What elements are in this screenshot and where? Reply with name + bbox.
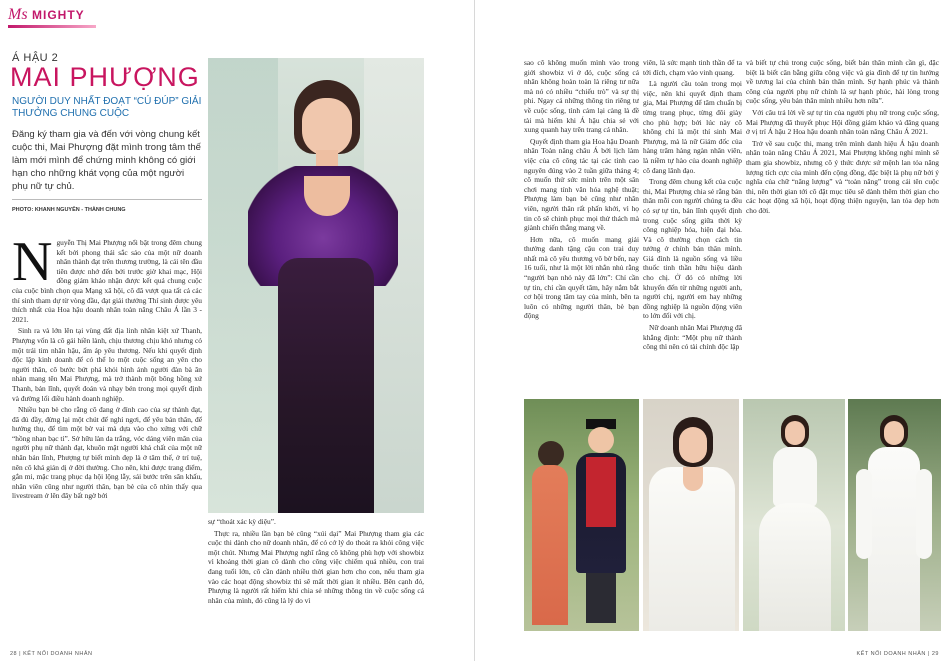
footer-right: KẾT NỐI DOANH NHÂN | 29 <box>856 651 939 657</box>
text-column-1 <box>12 238 202 646</box>
photo-credit: PHOTO: KHANH NGUYỄN - THÀNH CHUNG <box>12 207 126 213</box>
paragraph: Quyết định tham gia Hoa hậu Doanh nhân Toàn năng châu Á bởi lịch làm việc của cô công tác tại các tỉnh cao nguyên đúng vào 2 tuần giữa tháng 4; cô muốn thử sức mình trên một sân chơi mang tính văn hóa nghệ thuật; Phượng làm bạn bè cũng như nhân viên, người thân rất phấn khởi, vì họ tin cô sẽ chinh phục mọi thử thách mà giành chiến thắng mang về. <box>524 136 639 233</box>
text-column-4 <box>643 58 742 393</box>
paragraph: sự “thoát xác kỳ diệu”. <box>208 517 276 526</box>
paragraph: Nữ doanh nhân Mai Phượng đã khẳng định: “Một phụ nữ thành công thì nên có tài chính độc lập <box>643 323 742 352</box>
footer-left: 28 | KẾT NỐI DOANH NHÂN <box>10 651 93 657</box>
photo-traditional-dress <box>848 399 941 631</box>
text-column-2 <box>208 517 424 647</box>
magazine-logo <box>8 6 96 28</box>
article-title: MAI PHƯỢNG <box>10 62 200 92</box>
paragraph: Với câu trả lời về sự tự tin của người phụ nữ trong cuộc sống, Mai Phượng đã thuyết phục Hội đồng giám khảo và đăng quang ở vị trí Á hậu 2 Hoa hậu doanh nhân toàn năng Châu Á 2021. <box>746 107 939 137</box>
lede-divider <box>12 199 202 200</box>
paragraph: Thực ra, nhiều lần bạn bè cũng “xúi dại” Mai Phượng tham gia các cuộc thi dành cho nữ doanh nhân, để có cớ lý do thoát ra khỏi công việc một chút. Nhưng Mai Phượng nghĩ rằng cô không phù hợp với showbiz vì khoảng thời gian cô dành cho công việc chiếm quá nhiều, con trai đang tuổi lớn, cô cần dành nhiều thời gian hơn cho con, nếu tham gia vào các hoạt động showbiz thì sẽ mất thời gian ít nhiều. Bên cạnh đó, Phượng là người rất hiếm khi chia sẻ những thông tin về cuộc sống cá nhân của mình, đó cũng là lý do vì <box>208 528 424 605</box>
main-portrait-photo <box>208 58 424 513</box>
paragraph: Trong đêm chung kết của cuộc thi, Mai Phượng chia sẻ rằng bản thân mỗi con người chúng ta đều có sự tự tin, bản lĩnh quyết định trong cuộc sống giữa thời kỳ công nghiệp hóa, hiện đại hóa. Và cô thường chọn cách tin tưởng ở chính bản thân mình. Giá đình là nguồn sống và liều thuốc tinh thần hữu hiệu dành cho chị. Ở đó có những lời khuyến đến từ những người anh, người chị, người em hay những đồng nghiệp là nguồn động viên to lớn đối với chị. <box>643 177 742 321</box>
paragraph: Sinh ra và lớn lên tại vùng đất địa linh nhân kiệt xứ Thanh, Phượng vốn là cô gái hiền lành, chịu thương chịu khó nhưng có một trái tim nhân hậu, ấm áp yêu thương. Nếu khi quyết định độc lập kinh doanh để có thể lo một cuộc sống an yên cho người thân, cô bước bứt phá khỏi hình ảnh người đàn bà ăn nhàn mang tên Mai Phượng, mà trở thành một bông hồng xứ Thanh, bản lĩnh, quyết đoán và nhạy bén trong mọi quyết định và đường lối điều hành doanh nghiệp. <box>12 326 202 403</box>
text-column-3 <box>524 58 639 393</box>
paragraph: Hơn nữa, cô muốn mang giải thưởng danh tặng cậu con trai duy nhất mà cô yêu thương vô bờ bến, nay 16 tuổi, như là một lời nhắn nhủ rằng “người bạn nhỏ này đã lớn”: Chỉ cần tự tin, chỉ cần quyết tâm, hãy nắm bắt cơ hội trong tâm tay của mình, bên ta luôn có những người thân, bè bạn động <box>524 234 639 321</box>
paragraph: và biết tự chủ trong cuộc sống, biết bản thân mình cần gì, đặc biệt là biết cân bằng giữa công việc và gia đình để tự tin hướng về tương lai của chính bản thân mình. Sự hạnh phúc và thành công của người phụ nữ chính là sự hạnh phúc, hài lòng trong cuộc sống, yêu bản thân mình nhiều hơn nữa”. <box>746 58 939 106</box>
paragraph: Là người cầu toàn trong mọi việc, nên khi quyết định tham gia, Mai Phượng để tâm chuẩn bị từng trang phục, từng đôi giày cho phù hợp; bởi lúc này cô không chỉ là một thí sinh Mai Phượng, mà là nữ Giám đốc của hàng trăm hàng ngàn nhân viên, là niềm tự hào của doanh nghiệp cô đang lãnh đạo. <box>643 79 742 175</box>
drop-cap: N <box>12 238 53 293</box>
logo-underline <box>8 25 96 28</box>
paragraph: Trở về sau cuộc thi, mang trên mình danh hiệu Á hậu doanh nhân toàn năng Châu Á 2021, Mai Phượng không nghỉ mình sẽ tham gia showbiz, nhưng cô ý thức được sứ mệnh lan tỏa năng lượng tích cực của mình đến cộng đồng, đặc biệt là phụ nữ bởi ý nghĩa của chữ “năng lượng” và “toàn năng” trong cái tên cuộc thi, nên thời gian tới cô đặt mục tiêu sẽ dành thêm thời gian cho các hoạt động xã hội, hoạt động thiện nguyện, lan tỏa đẹp hơn cho đời. <box>746 138 939 215</box>
article-kicker: Á HẬU 2 <box>12 52 59 64</box>
article-subtitle: NGƯỜI DUY NHẤT ĐOẠT “CÚ ĐÚP” GIẢI THƯỞNG CHUNG CUỘC <box>12 96 202 119</box>
article-lede: Đăng ký tham gia và đến với vòng chung kết cuộc thi, Mai Phượng đặt mình trong tâm thế làm mới mình để chứng minh không có giới hạn cho những khát vọng của một người phụ nữ tự chủ. <box>12 129 201 192</box>
paragraph: sao cô không muốn mình vào trong giới showbiz vì ở đó, cuộc sống cá nhân không hoàn toàn là riêng tư nữa mà nó có nhiều “chiếu trò” và sự thị phi. Ngay cả những thông tin riêng tư về cuộc sống, tình cảm lại càng là đề tài mà hiếm khi Á hậu chia sẻ với xung quanh hay trên trang cá nhân. <box>524 58 639 135</box>
photo-white-jacket <box>643 399 739 631</box>
text-column-5 <box>746 58 939 393</box>
photo-graduation <box>524 399 639 631</box>
page-gutter <box>474 0 475 661</box>
logo-word: MIGHTY <box>32 8 85 22</box>
photo-white-gown <box>743 399 845 631</box>
paragraph: guyễn Thị Mai Phượng nổi bật trong đêm chung kết bởi phong thái sắc sảo của một nữ doanh nhân thành đạt trên thương trường, là cái tên đầu tiên được nhớ đến bởi trước giờ khai mạc, Hội đồng giám khảo nhận được kết quả chung cuộc của cuộc bình chọn qua Mạng xã hội, cô đã vượt qua tất cả các thí sinh tham dự từ vòng đầu, đạt giải thưởng Thí sinh được yêu thích nhất của Hoa hậu doanh nhân toàn năng Châu Á lần 3 - 2021. <box>12 238 202 324</box>
logo-script: Ms <box>8 6 28 23</box>
paragraph: Nhiều bạn bè cho rằng cô đang ở đỉnh cao của sự thành đạt, đã đủ đầy, đừng lại một chút để nghỉ ngơi, để yêu bản thân, để hưởng thụ, để tìm một bờ vai mà dựa vào cho xứng với chữ “hồng nhan bạc tỉ”. Sở hữu làn da trắng, vóc dáng viên mãn của người phụ nữ thành đạt, khuôn mặt người khả chất của một nữ nhân bản lĩnh, Phượng tự biết mình đẹp là ở tâm thế, ở trí tuệ, nên cô khá giản dị ở đời thường. Cho nên, khi được trang điểm, gắn mi, mặc trang phục dạ hội lộng lẫy, sải bước trên sân khấu, nhân viên cũng như người thân, bạn bè của cô nhìn thấy qua livestream ở lên đây bất ngờ bởi <box>12 405 202 501</box>
paragraph: viên, là sức mạnh tinh thần để ta tới đích, chạm vào vinh quang. <box>643 58 742 77</box>
